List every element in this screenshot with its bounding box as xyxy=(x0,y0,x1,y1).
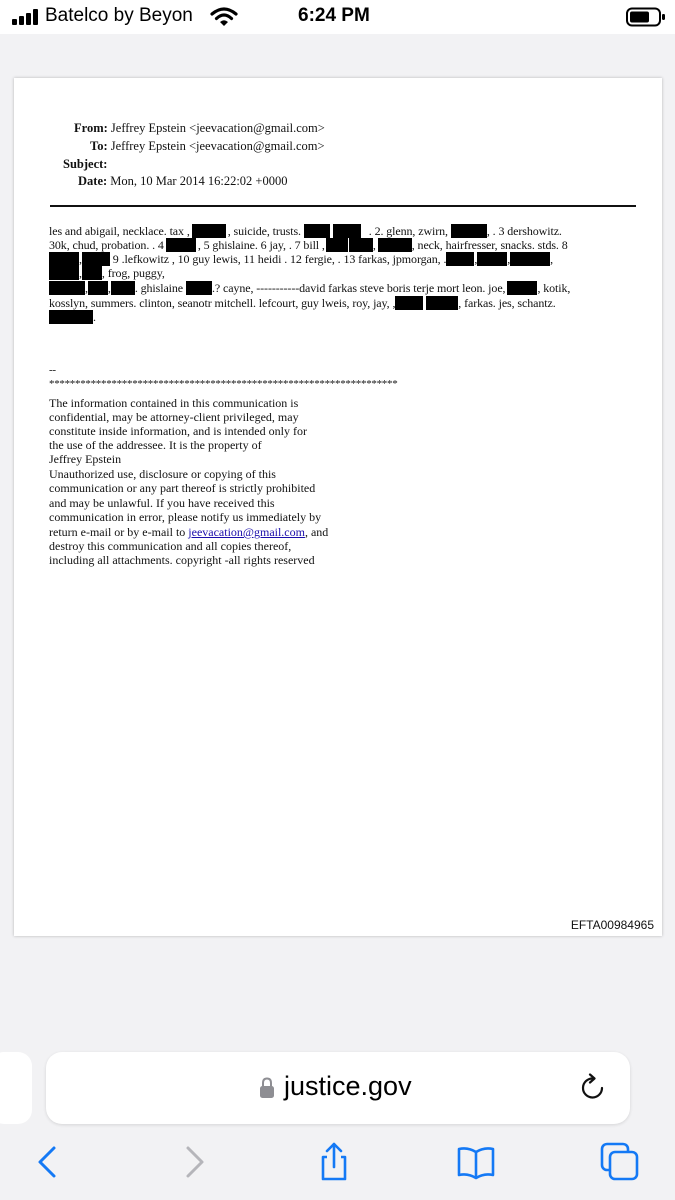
redaction-box xyxy=(49,252,79,266)
disclaimer-line: Unauthorized use, disclosure or copying of this xyxy=(49,467,276,481)
body-text: .? cayne, -----------david farkas steve boris terje mort leon. joe, xyxy=(211,281,506,295)
redaction-box xyxy=(49,310,93,324)
header-to xyxy=(90,139,325,154)
body-text: , 5 ghislaine. 6 jay, . 7 bill , xyxy=(197,238,325,252)
body-text: , xyxy=(372,238,376,252)
redaction-box xyxy=(349,238,373,252)
to-label: To: xyxy=(90,139,108,153)
disclaimer-text: , and xyxy=(304,525,329,539)
redaction-box xyxy=(510,252,550,266)
url-bar-area xyxy=(0,1038,675,1128)
redaction-box xyxy=(49,281,85,295)
disclaimer-line: Jeffrey Epstein xyxy=(49,452,122,466)
reload-icon[interactable] xyxy=(578,1073,608,1103)
document-id: EFTA00984965 xyxy=(570,918,654,932)
body-text: . ghislaine xyxy=(134,281,184,295)
body-text: , xyxy=(85,281,88,295)
to-value: Jeffrey Epstein <jeevacation@gmail.com> xyxy=(110,139,325,153)
clock: 6:24 PM xyxy=(298,5,370,26)
header-from xyxy=(74,121,325,136)
body-line-3 xyxy=(49,252,553,267)
subject-label: Subject: xyxy=(63,157,108,171)
document-page xyxy=(14,78,662,936)
url-domain: justice.gov xyxy=(284,1071,412,1101)
body-text: , kotik, xyxy=(537,281,571,295)
body-text: , frog, puggy, xyxy=(101,266,165,280)
body-text: . xyxy=(368,224,372,238)
redaction-box xyxy=(395,296,423,310)
back-icon[interactable] xyxy=(28,1142,68,1182)
lock-icon xyxy=(259,1077,275,1099)
redaction-box xyxy=(477,252,507,266)
battery-icon xyxy=(626,7,666,27)
disclaimer-line: constitute inside information, and is intended only for xyxy=(49,424,307,438)
separator-stars: ******************************************************************* xyxy=(49,378,398,390)
redaction-box xyxy=(88,281,108,295)
redaction-box xyxy=(326,238,348,252)
body-text: 30k, chud, probation. . 4 xyxy=(49,238,164,252)
redaction-box xyxy=(49,266,79,280)
redaction-box xyxy=(451,224,487,238)
tabs-icon[interactable] xyxy=(600,1142,640,1182)
header-date xyxy=(78,174,287,189)
body-line-6 xyxy=(49,296,556,311)
address-bar[interactable] xyxy=(46,1052,630,1124)
date-value: Mon, 10 Mar 2014 16:22:02 +0000 xyxy=(110,174,288,188)
redaction-box xyxy=(82,252,110,266)
redaction-box xyxy=(333,224,361,238)
body-line-4 xyxy=(49,266,165,281)
body-text: , xyxy=(107,281,111,295)
redaction-box xyxy=(426,296,458,310)
redaction-box xyxy=(446,252,474,266)
redaction-box xyxy=(192,224,226,238)
body-text: kosslyn, summers. clinton, seanotr mitchell. lefcourt, guy lweis, roy, jay, , xyxy=(49,296,396,310)
body-text: , neck, hairfresser, snacks. stds. 8 xyxy=(411,238,568,252)
body-line-1 xyxy=(49,224,562,239)
signal-icon xyxy=(12,8,42,25)
disclaimer-line: and may be unlawful. If you have received this xyxy=(49,496,275,510)
header-subject xyxy=(63,157,107,172)
redaction-box xyxy=(82,266,102,280)
redaction-box xyxy=(378,238,412,252)
wifi-icon xyxy=(210,6,238,28)
disclaimer-line: The information contained in this communication is xyxy=(49,396,299,410)
body-text: 9 .lefkowitz , 10 guy lewis, 11 heidi . 12 fergie, . 13 farkas, jpmorgan, . xyxy=(109,252,447,266)
body-line-2 xyxy=(49,238,568,253)
carrier-name: Batelco by Beyon xyxy=(45,5,193,26)
body-text: , xyxy=(550,252,554,266)
bookmarks-icon[interactable] xyxy=(456,1142,496,1182)
body-line-7 xyxy=(49,310,96,325)
body-text: , xyxy=(507,252,511,266)
body-line-5 xyxy=(49,281,570,296)
redaction-box xyxy=(304,224,330,238)
from-label: From: xyxy=(74,121,108,135)
body-text: , xyxy=(79,252,82,266)
browser-toolbar xyxy=(0,1128,675,1200)
body-text: 2. glenn, zwirn, xyxy=(371,224,448,238)
previous-tab-preview[interactable] xyxy=(0,1052,32,1124)
disclaimer-line: communication or any part thereof is strictly prohibited xyxy=(49,481,316,495)
redaction-box xyxy=(186,281,212,295)
body-text: . xyxy=(93,310,96,324)
redaction-box xyxy=(166,238,196,252)
disclaimer-line: destroy this communication and all copies thereof, xyxy=(49,539,292,553)
disclaimer-text: return e-mail or by e-mail to xyxy=(49,525,189,539)
body-text: , farkas. jes, schantz. xyxy=(458,296,556,310)
disclaimer-line: confidential, may be attorney-client privileged, may xyxy=(49,410,299,424)
forward-icon[interactable] xyxy=(174,1142,214,1182)
disclaimer-line: communication in error, please notify us immediately by xyxy=(49,510,322,524)
body-text: , . 3 dershowitz. xyxy=(486,224,562,238)
body-text: les and abigail, necklace. tax , xyxy=(49,224,190,238)
disclaimer-line: including all attachments. copyright -all rights reserved xyxy=(49,553,315,567)
from-value: Jeffrey Epstein <jeevacation@gmail.com> xyxy=(110,121,325,135)
body-text: , xyxy=(474,252,478,266)
email-link[interactable]: jeevacation@gmail.com xyxy=(188,525,305,539)
disclaimer-link-line xyxy=(49,525,328,540)
redaction-box xyxy=(111,281,135,295)
date-label: Date: xyxy=(78,174,108,188)
redaction-box xyxy=(507,281,537,295)
header-divider xyxy=(50,205,636,207)
share-icon[interactable] xyxy=(314,1142,354,1182)
signature-dashes: -- xyxy=(49,364,56,376)
body-text: , xyxy=(79,266,82,280)
disclaimer-line: the use of the addressee. It is the property of xyxy=(49,438,262,452)
status-bar xyxy=(0,0,675,34)
body-text: , suicide, trusts. xyxy=(227,224,301,238)
